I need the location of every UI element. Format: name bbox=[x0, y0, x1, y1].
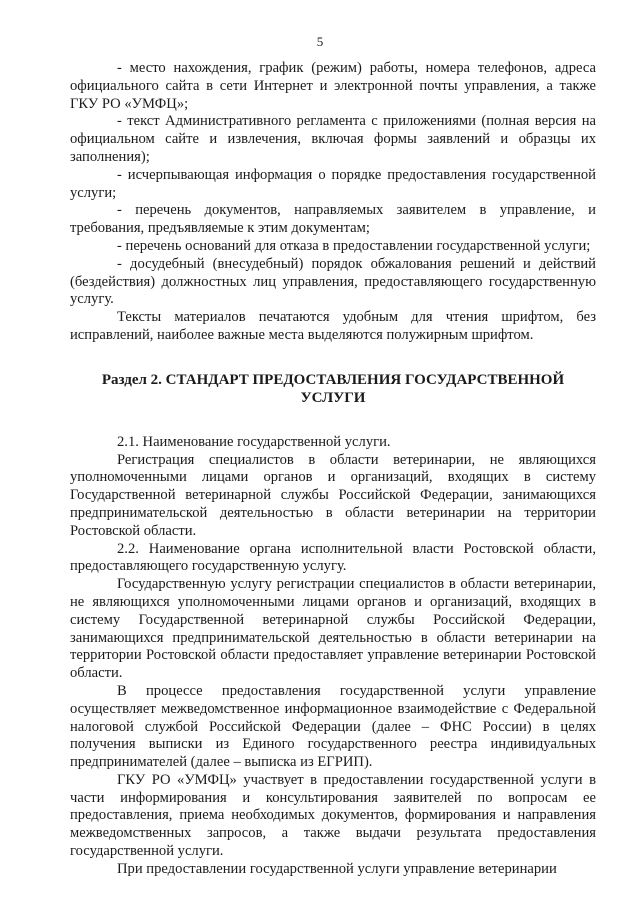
paragraph: - текст Административного регламента с приложениями (полная версия на официальном сайте и извлечения, включая формы заявлений и образцы их заполнения); bbox=[70, 113, 596, 165]
paragraph: - досудебный (внесудебный) порядок обжалования решений и действий (бездействия) должностных лиц управления, предоставляющего государственную услугу. bbox=[70, 255, 596, 308]
paragraph: Регистрация специалистов в области ветеринарии, не являющихся уполномоченными лицами органов и организаций, входящих в систему Государственной ветеринарной службы Российской Федерации, занимающихся предпринимательской деятельностью в области ветеринарии на территории Ростовской области. bbox=[70, 451, 596, 539]
paragraph: - перечень документов, направляемых заявителем в управление, и требования, предъявляемые к этим документам; bbox=[70, 202, 596, 237]
paragraph: - место нахождения, график (режим) работы, номера телефонов, адреса официального сайта в сети Интернет и электронной почты управления, а также ГКУ РО «УМФЦ»; bbox=[70, 60, 596, 112]
paragraph: При предоставлении государственной услуги управление ветеринарии bbox=[117, 860, 557, 877]
paragraph: Тексты материалов печатаются удобным для чтения шрифтом, без исправлений, наиболее важные места выделяются полужирным шрифтом. bbox=[70, 309, 596, 343]
paragraph: В процессе предоставления государственной услуги управление осуществляет межведомственное информационное взаимодействие с Федеральной налоговой службой Российской Федерации (далее – ФНС России) в целях получения выписки из Единого государственного реестра индивидуальных предпринимателей (далее – выписка из ЕГРИП). bbox=[70, 682, 596, 771]
paragraph: 2.1. Наименование государственной услуги. bbox=[117, 433, 391, 450]
paragraph: - исчерпывающая информация о порядке предоставления государственной услуги; bbox=[70, 166, 596, 201]
paragraph: ГКУ РО «УМФЦ» участвует в предоставлении государственной услуги в части информирования и консультирования заявителей по вопросам ее предоставления, приема необходимых документов, формирования и направления межведомственных запросов, а также выдачи результата предоставления государственной услуги. bbox=[70, 771, 596, 860]
document-body bbox=[70, 60, 596, 879]
paragraph: Государственную услугу регистрации специалистов в области ветеринарии, не являющихся уполномоченными лицами органов и организаций, входящих в систему Государственной ветеринарной службы Российской Федерации, занимающихся предпринимательской деятельностью в области ветеринарии на территории Ростовской области предоставляет управление ветеринарии Ростовской области. bbox=[70, 576, 596, 682]
paragraph: - перечень оснований для отказа в предоставлении государственной услуги; bbox=[117, 237, 591, 254]
section-heading: Раздел 2. СТАНДАРТ ПРЕДОСТАВЛЕНИЯ ГОСУДАРСТВЕННОЙ УСЛУГИ bbox=[101, 371, 565, 406]
paragraph: 2.2. Наименование органа исполнительной власти Ростовской области, предоставляющего государственную услугу. bbox=[70, 540, 596, 575]
page-number: 5 bbox=[316, 34, 324, 49]
